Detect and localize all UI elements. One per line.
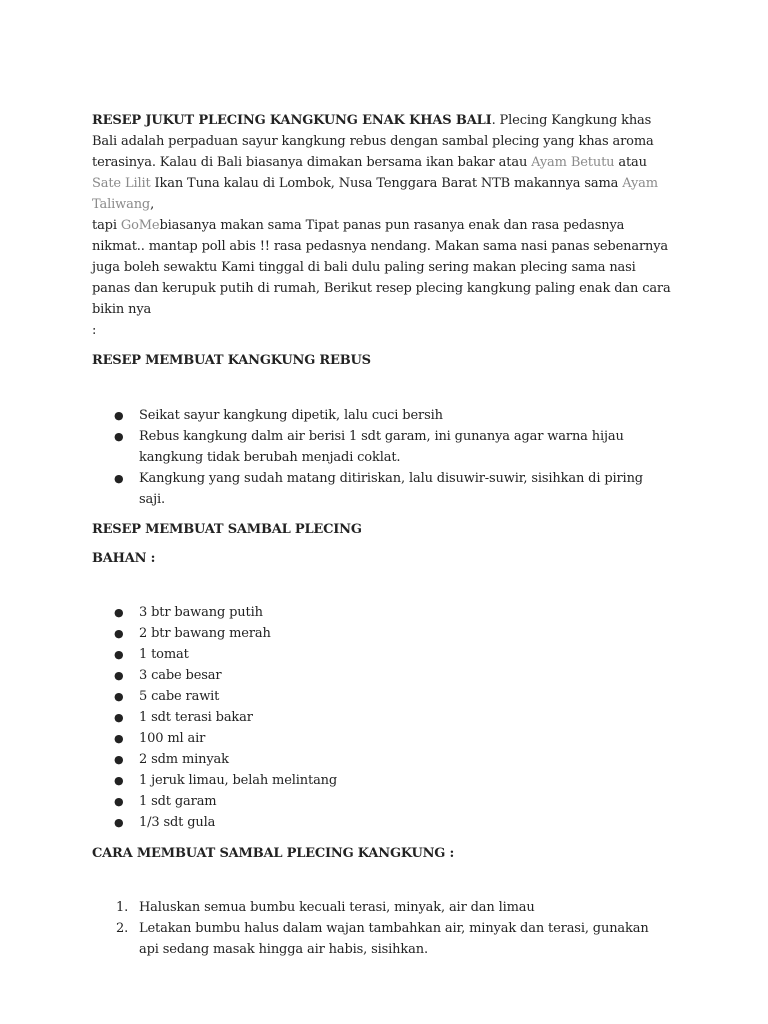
list-item: [92, 644, 672, 665]
intro-text: atau: [614, 155, 647, 170]
list-item: [92, 468, 672, 510]
heading-sambal-plecing: RESEP MEMBUAT SAMBAL PLECING: [92, 522, 362, 537]
cara-steps-list: [92, 897, 672, 960]
bullet-icon: ●: [114, 690, 124, 703]
intro-text: ,: [150, 197, 155, 212]
bullet-icon: ●: [114, 606, 124, 619]
intro-text: Plecing Kangkung khas Bali adalah perpaduan sayur kangkung rebus dengan sambal plecing yang khas aroma terasinya. Kalau di Bali biasanya dimakan bersama ikan bakar atau: [92, 113, 654, 170]
link-ayam-taliwang[interactable]: Ayam Taliwang: [92, 176, 658, 212]
list-item-text: 100 ml air: [139, 731, 206, 746]
step-number: 1.: [116, 900, 129, 915]
list-item-text: 3 cabe besar: [139, 668, 222, 683]
title-suffix: .: [491, 113, 496, 128]
list-item: [92, 602, 672, 623]
list-item-text: 2 sdm minyak: [139, 752, 229, 767]
document-page: [92, 110, 672, 960]
bahan-list: [92, 602, 672, 833]
list-item: [92, 426, 672, 468]
intro-paragraph: [92, 110, 672, 341]
bullet-icon: ●: [114, 669, 124, 682]
list-item: [92, 770, 672, 791]
bullet-icon: ●: [114, 648, 124, 661]
list-item: [92, 686, 672, 707]
heading-bahan: BAHAN :: [92, 551, 156, 566]
list-item-text: Haluskan semua bumbu kecuali terasi, minyak, air dan limau: [139, 900, 535, 915]
list-item: [92, 897, 672, 918]
list-item: [92, 918, 672, 960]
bullet-icon: ●: [114, 795, 124, 808]
bullet-icon: ●: [114, 732, 124, 745]
list-item-text: 1/3 sdt gula: [139, 815, 216, 830]
recipe-title: RESEP JUKUT PLECING KANGKUNG ENAK KHAS BALI: [92, 113, 492, 128]
list-item-text: Rebus kangkung dalm air berisi 1 sdt garam, ini gunanya agar warna hijau kangkung tidak berubah menjadi coklat.: [139, 429, 624, 465]
list-item-text: Seikat sayur kangkung dipetik, lalu cuci bersih: [139, 408, 443, 423]
heading-cara-membuat: CARA MEMBUAT SAMBAL PLECING KANGKUNG :: [92, 846, 455, 861]
list-item-text: Letakan bumbu halus dalam wajan tambahkan air, minyak dan terasi, gunakan api sedang masak hingga air habis, sisihkan.: [139, 921, 649, 957]
bullet-icon: ●: [114, 472, 124, 485]
link-sate-lilit[interactable]: Sate Lilit: [92, 176, 151, 191]
list-item: [92, 405, 672, 426]
list-item-text: 1 sdt terasi bakar: [139, 710, 253, 725]
list-item: [92, 665, 672, 686]
bullet-icon: ●: [114, 816, 124, 829]
link-gome[interactable]: GoMe: [120, 218, 160, 233]
list-item-text: 1 sdt garam: [139, 794, 217, 809]
intro-text: tapi: [92, 218, 121, 233]
bullet-icon: ●: [114, 753, 124, 766]
list-item-text: Kangkung yang sudah matang ditiriskan, lalu disuwir-suwir, sisihkan di piring saji.: [139, 471, 643, 507]
step-number: 2.: [116, 921, 129, 936]
list-item: [92, 791, 672, 812]
intro-text: Ikan Tuna kalau di Lombok, Nusa Tenggara Barat NTB makannya sama: [150, 176, 623, 191]
list-item: [92, 707, 672, 728]
bullet-icon: ●: [114, 409, 124, 422]
list-item-text: 1 jeruk limau, belah melintang: [139, 773, 338, 788]
bullet-icon: ●: [114, 774, 124, 787]
list-item: [92, 812, 672, 833]
intro-colon: :: [92, 323, 97, 338]
bullet-icon: ●: [114, 711, 124, 724]
rebus-steps-list: [92, 405, 672, 510]
intro-text: biasanya makan sama Tipat panas pun rasanya enak dan rasa pedasnya nikmat.. mantap poll abis !! rasa pedasnya nendang. Makan sama nasi panas sebenarnya juga boleh sewaktu Kami tinggal di bali dulu paling sering makan plecing sama nasi panas dan kerupuk putih di rumah, Berikut resep plecing kangkung paling enak dan cara bikin nya: [92, 218, 671, 317]
link-ayam-betutu[interactable]: Ayam Betutu: [531, 155, 615, 170]
list-item-text: 2 btr bawang merah: [139, 626, 271, 641]
heading-kangkung-rebus: RESEP MEMBUAT KANGKUNG REBUS: [92, 353, 371, 368]
list-item: [92, 749, 672, 770]
list-item-text: 1 tomat: [139, 647, 189, 662]
list-item: [92, 623, 672, 644]
bullet-icon: ●: [114, 430, 124, 443]
bullet-icon: ●: [114, 627, 124, 640]
list-item: [92, 728, 672, 749]
list-item-text: 5 cabe rawit: [139, 689, 220, 704]
list-item-text: 3 btr bawang putih: [139, 605, 263, 620]
